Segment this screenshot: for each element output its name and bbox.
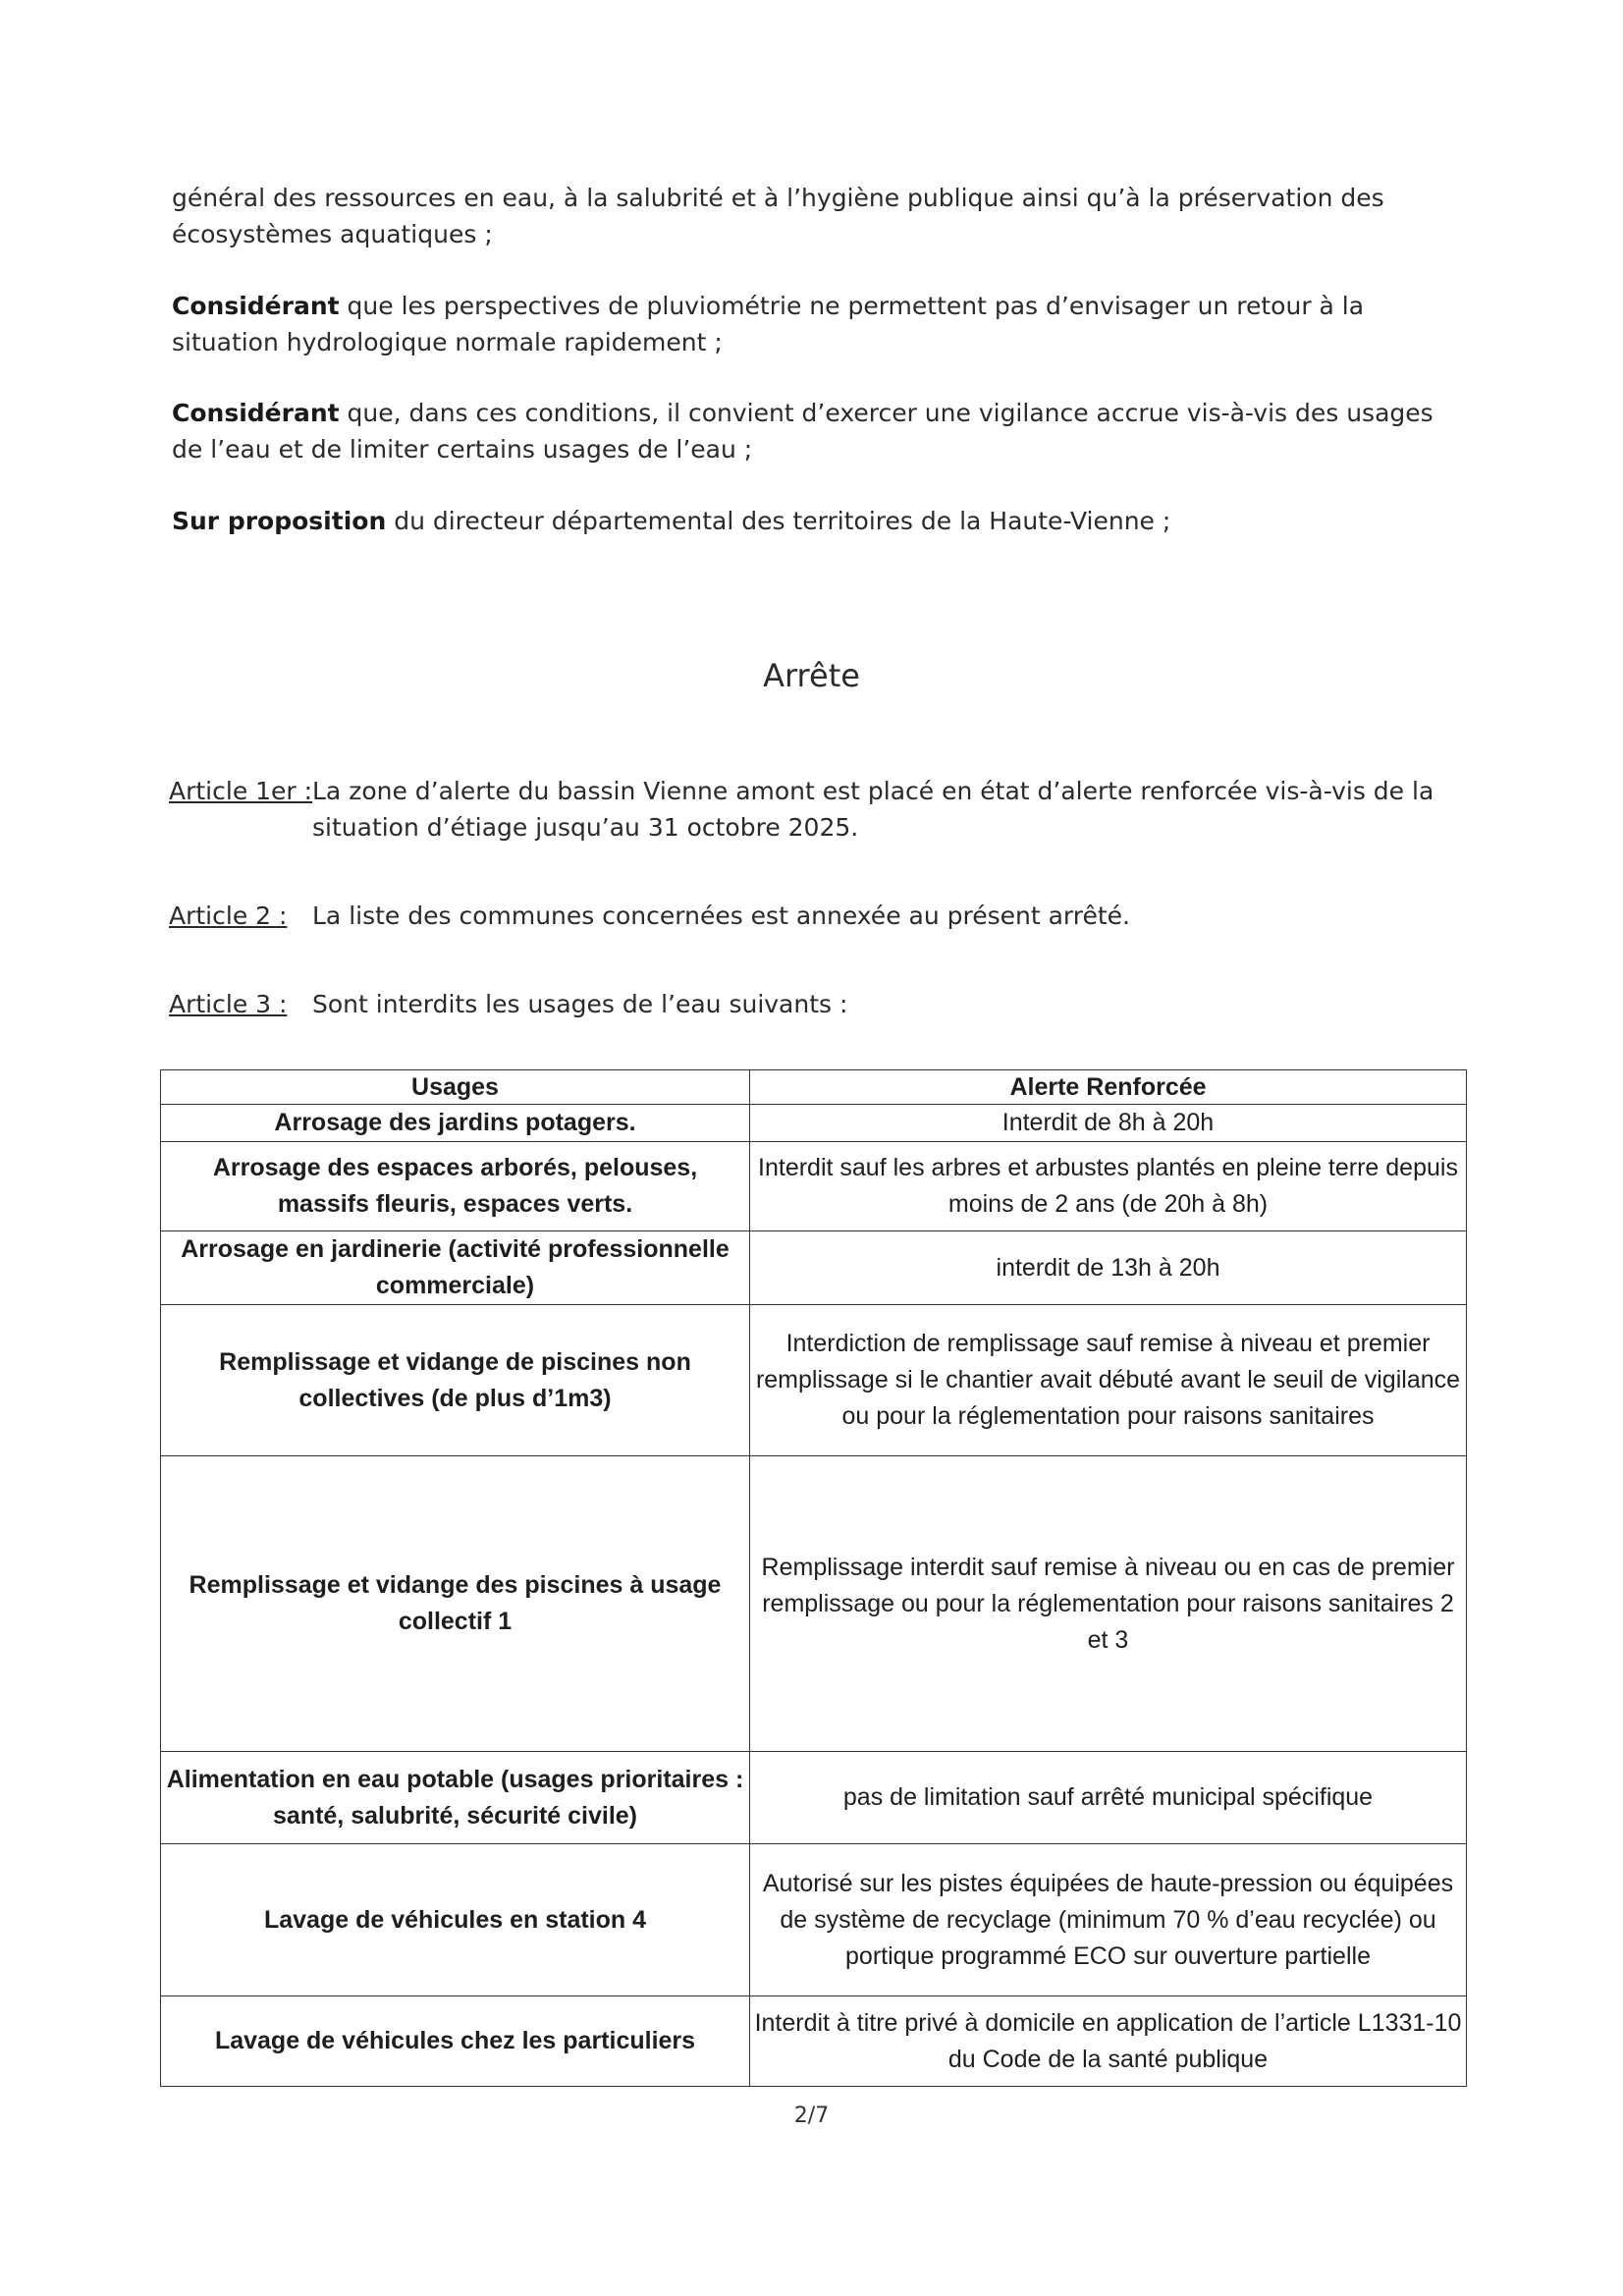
table-row [161, 1752, 1467, 1844]
considerant-lead: Considérant [172, 399, 340, 427]
considerant-paragraph [172, 288, 1468, 360]
usage-cell: Arrosage en jardinerie (activité professionnelle commerciale) [161, 1231, 750, 1305]
usage-cell: Remplissage et vidange des piscines à usage collectif 1 [161, 1456, 750, 1752]
column-header-alerte: Alerte Renforcée [750, 1070, 1467, 1105]
usage-cell: Arrosage des espaces arborés, pelouses, massifs fleuris, espaces verts. [161, 1142, 750, 1231]
usage-cell: Remplissage et vidange de piscines non collectives (de plus d’1m3) [161, 1305, 750, 1456]
article-label: Article 1er : [169, 777, 313, 805]
table-row [161, 1105, 1467, 1142]
alerte-cell: Interdit à titre privé à domicile en application de l’article L1331-10 du Code de la santé publique [750, 1996, 1467, 2087]
table-row [161, 1844, 1467, 1996]
alerte-cell: interdit de 13h à 20h [750, 1231, 1467, 1305]
table-row [161, 1142, 1467, 1231]
usages-table [160, 1069, 1467, 2087]
considerant-paragraph [172, 395, 1468, 467]
usage-cell: Lavage de véhicules en station 4 [161, 1844, 750, 1996]
usage-cell: Lavage de véhicules chez les particuliers [161, 1996, 750, 2087]
considerant-text: que les perspectives de pluviométrie ne permettent pas d’envisager un retour à la situation hydrologique normale rapidement ; [172, 292, 1365, 356]
proposition-text: du directeur départemental des territoires de la Haute-Vienne ; [386, 507, 1171, 535]
alerte-cell: Autorisé sur les pistes équipées de haute-pression ou équipées de système de recyclage (minimum 70 % d’eau recyclée) ou portique programmé ECO sur ouverture partielle [750, 1844, 1467, 1996]
article-label: Article 3 : [169, 990, 288, 1018]
intro-paragraph: général des ressources en eau, à la salubrité et à l’hygiène publique ainsi qu’à la préservation des écosystèmes aquatiques ; [172, 184, 1384, 248]
usage-cell: Alimentation en eau potable (usages prioritaires : santé, salubrité, sécurité civile) [161, 1752, 750, 1844]
proposition-lead: Sur proposition [172, 507, 387, 535]
table-row [161, 1231, 1467, 1305]
column-header-usages: Usages [161, 1070, 750, 1105]
table-header-row [161, 1070, 1467, 1105]
document-title: Arrête [763, 657, 860, 694]
article-text: La liste des communes concernées est annexée au présent arrêté. [312, 902, 1131, 930]
proposition-paragraph [172, 503, 1468, 539]
alerte-cell: Interdit de 8h à 20h [750, 1105, 1467, 1142]
table-row [161, 1305, 1467, 1456]
article-label: Article 2 : [169, 902, 288, 930]
page-number: 2/7 [793, 2104, 830, 2128]
alerte-cell: Remplissage interdit sauf remise à niveau ou en cas de premier remplissage ou pour la réglementation pour raisons sanitaires 2 et 3 [750, 1456, 1467, 1752]
article-text: La zone d’alerte du bassin Vienne amont est placé en état d’alerte renforcée vis-à-vis de la situation d’étiage jusqu’au 31 octobre 2025. [312, 777, 1434, 842]
considerant-lead: Considérant [172, 292, 340, 320]
usage-cell: Arrosage des jardins potagers. [161, 1105, 750, 1142]
alerte-cell: pas de limitation sauf arrêté municipal spécifique [750, 1752, 1467, 1844]
alerte-cell: Interdiction de remplissage sauf remise à niveau et premier remplissage si le chantier avait débuté avant le seuil de vigilance ou pour la réglementation pour raisons sanitaires [750, 1305, 1467, 1456]
considerant-text: que, dans ces conditions, il convient d’exercer une vigilance accrue vis-à-vis des usages de l’eau et de limiter certains usages de l’eau ; [172, 399, 1434, 464]
article-text: Sont interdits les usages de l’eau suivants : [312, 990, 848, 1018]
table-row [161, 1996, 1467, 2087]
table-row [161, 1456, 1467, 1752]
alerte-cell: Interdit sauf les arbres et arbustes plantés en pleine terre depuis moins de 2 ans (de 20h à 8h) [750, 1142, 1467, 1231]
